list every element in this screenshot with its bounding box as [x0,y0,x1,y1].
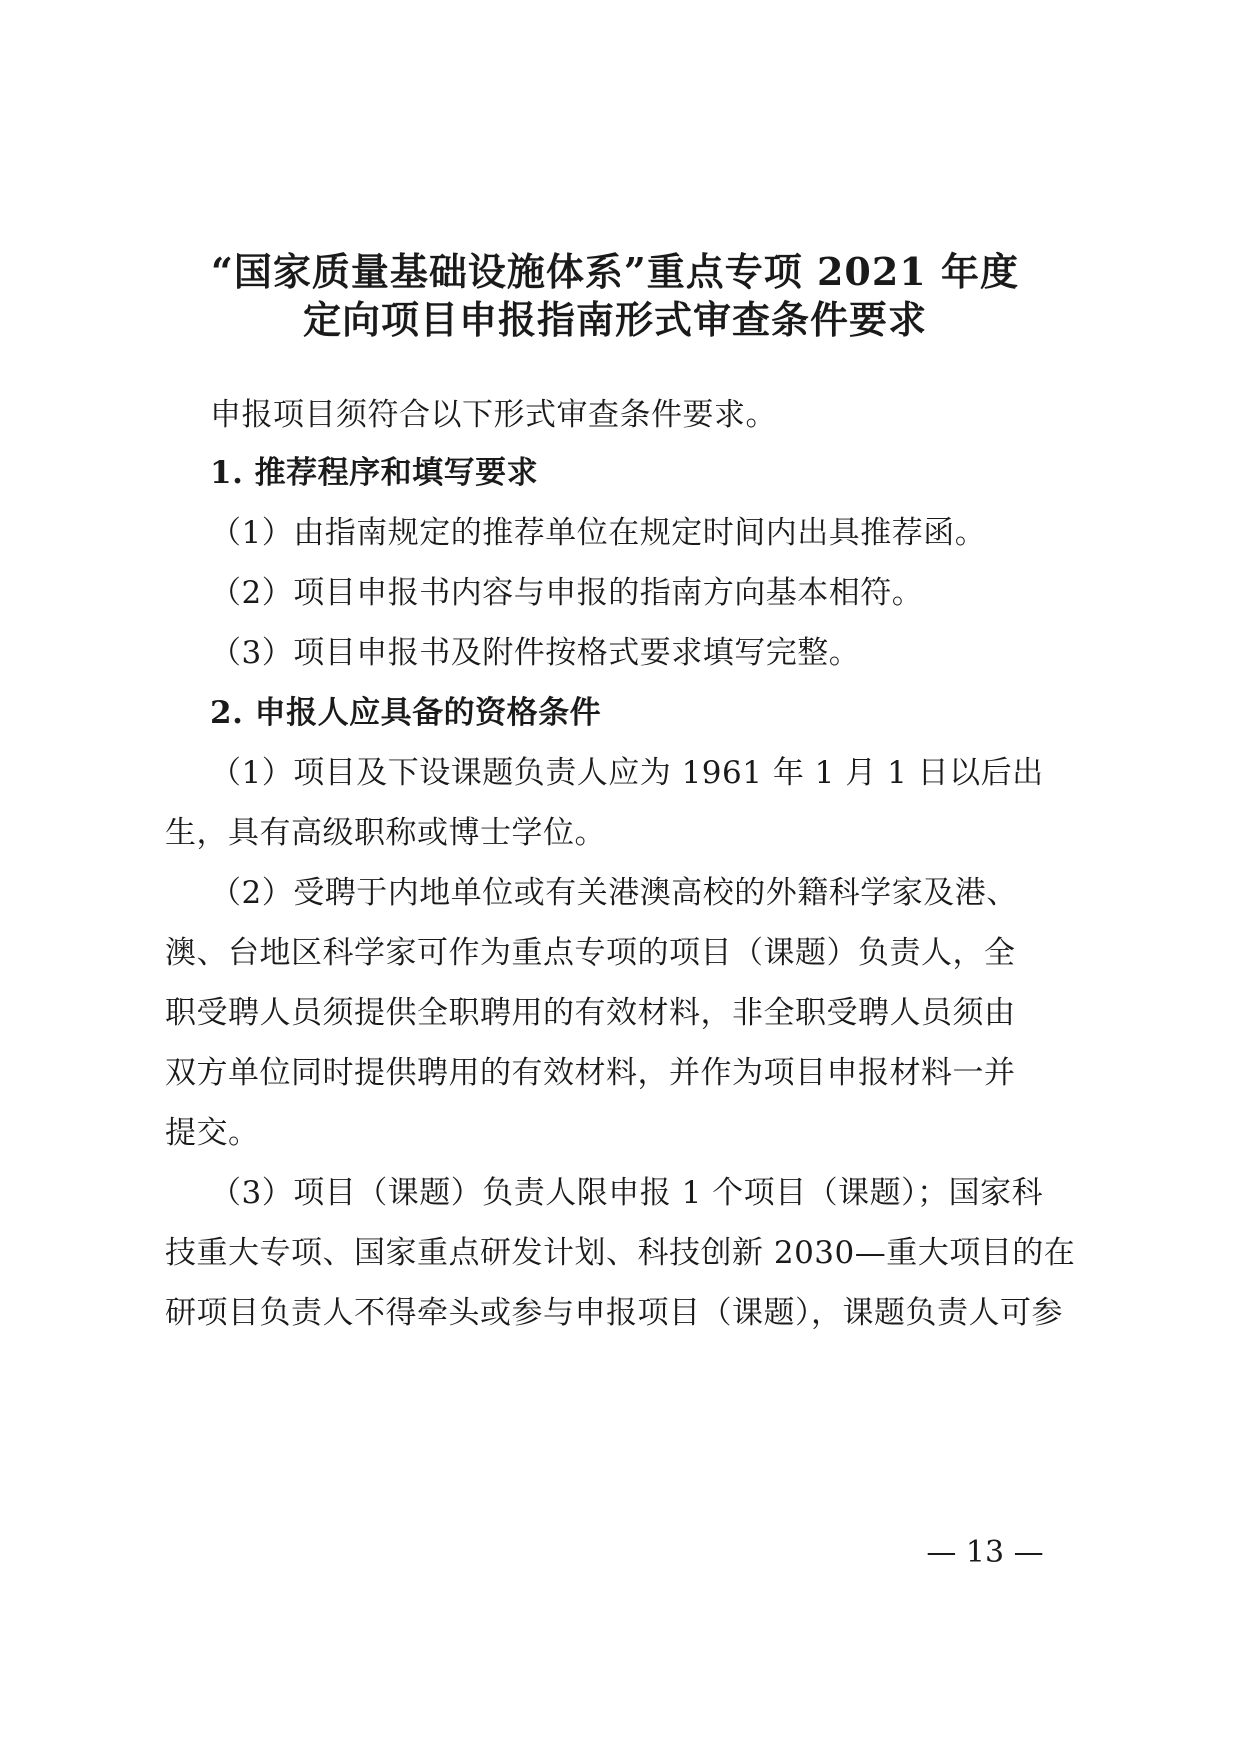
document-title-line-2: 定向项目申报指南形式审查条件要求 [302,297,927,342]
section-2-item-3-line-1: （3）项目（课题）负责人限申报 1 个项目（课题）；国家科 [210,1175,1044,1211]
page-number: — 13 — [926,1535,1044,1570]
section-2-item-1-line-1: （1）项目及下设课题负责人应为 1961 年 1 月 1 日以后出 [210,755,1044,791]
section-2-item-1-line-2: 生，具有高级职称或博士学位。 [165,815,606,851]
section-2-item-2-line-4: 双方单位同时提供聘用的有效材料，并作为项目申报材料一并 [165,1055,1016,1091]
intro-paragraph: 申报项目须符合以下形式审查条件要求。 [210,397,777,433]
section-2-item-3-line-2: 技重大专项、国家重点研发计划、科技创新 2030—重大项目的在 [165,1235,1076,1271]
section-1-heading: 1. 推荐程序和填写要求 [210,455,539,491]
section-1-item-3: （3）项目申报书及附件按格式要求填写完整。 [210,635,861,671]
section-2-item-3-line-3: 研项目负责人不得牵头或参与申报项目（课题），课题负责人可参 [165,1295,1063,1331]
section-1-item-1: （1）由指南规定的推荐单位在规定时间内出具推荐函。 [210,515,987,551]
document-title-line-1: “国家质量基础设施体系”重点专项 2021 年度 [211,249,1019,294]
section-1-item-2: （2）项目申报书内容与申报的指南方向基本相符。 [210,575,924,611]
section-2-heading: 2. 申报人应具备的资格条件 [210,695,602,731]
section-2-item-2-line-3: 职受聘人员须提供全职聘用的有效材料，非全职受聘人员须由 [165,995,1016,1031]
section-2-item-2-line-1: （2）受聘于内地单位或有关港澳高校的外籍科学家及港、 [210,875,1018,911]
section-2-item-2-line-5: 提交。 [165,1115,260,1151]
section-2-item-2-line-2: 澳、台地区科学家可作为重点专项的项目（课题）负责人，全 [165,935,1016,971]
